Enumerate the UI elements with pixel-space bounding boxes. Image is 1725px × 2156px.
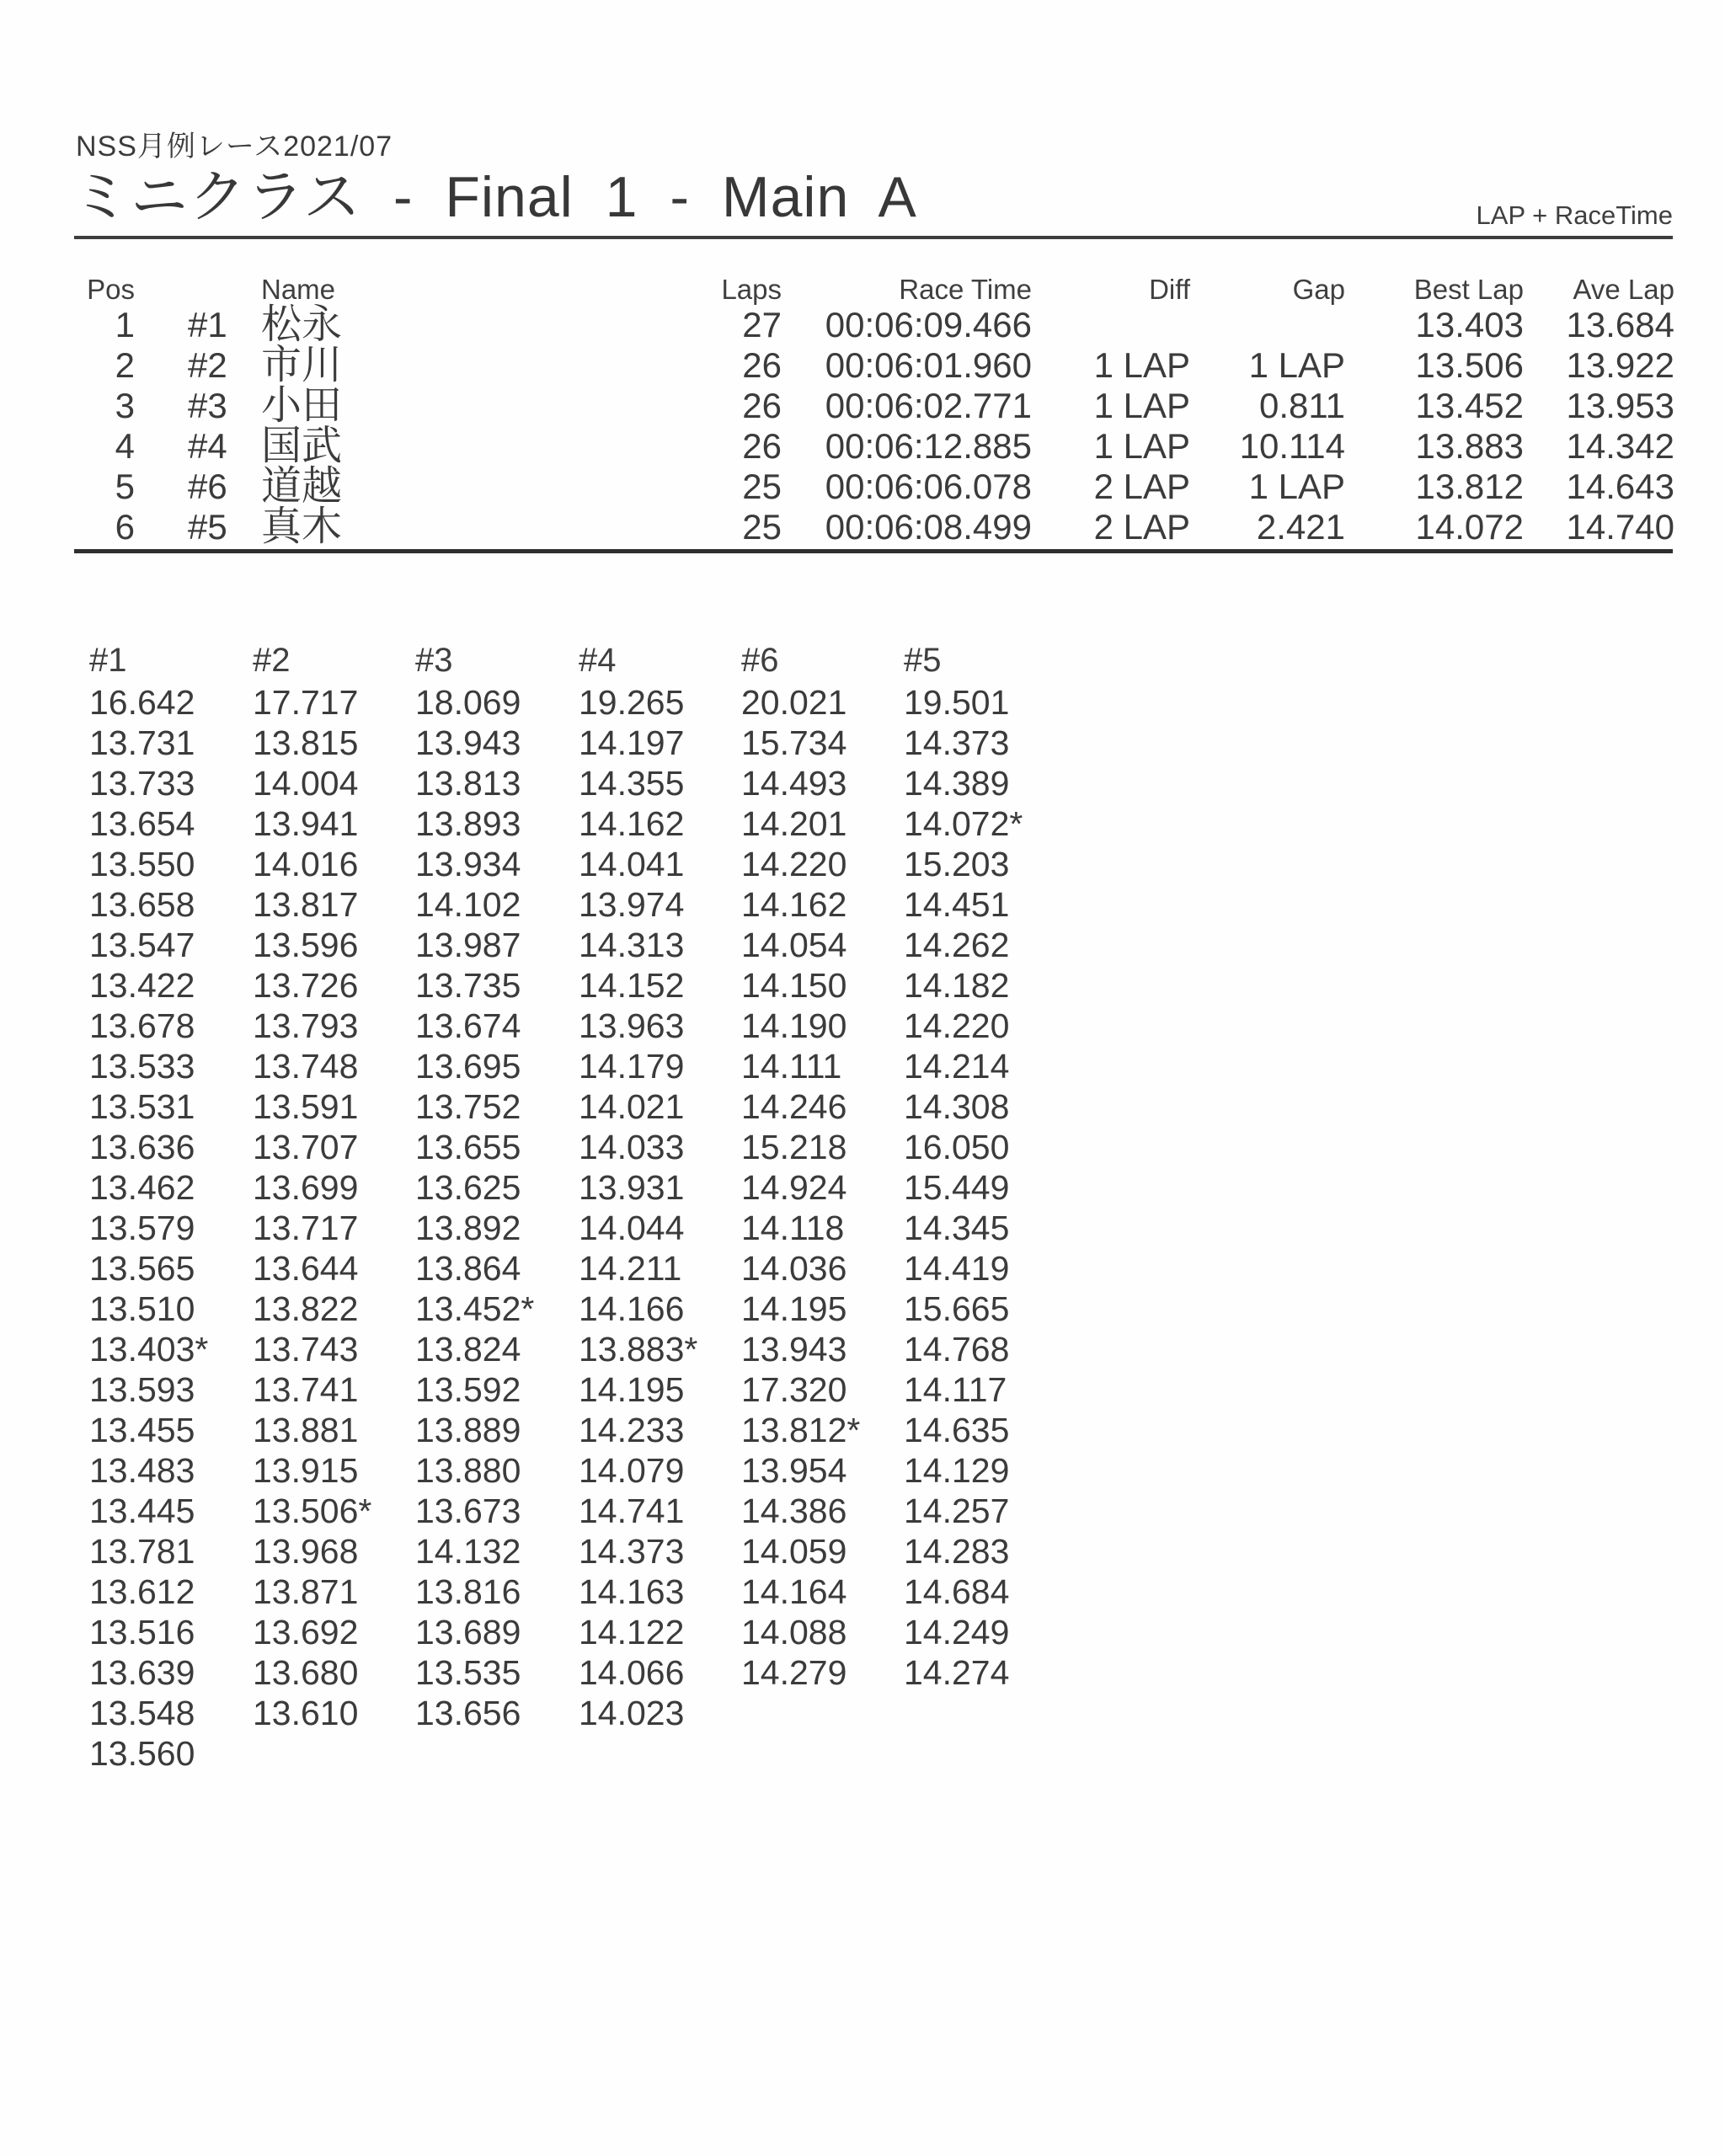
lap-time-cell: 16.050 [904,1128,1010,1166]
lap-column [904,638,1072,1693]
lap-time-cell: 13.462 [89,1168,195,1207]
race-time-cell: 00:06:02.771 [825,386,1032,425]
lap-time-cell: 13.892 [415,1209,521,1247]
lap-column-header: #6 [741,642,779,679]
ave-lap-cell: 14.643 [1566,467,1674,506]
lap-time-cell: 14.033 [579,1128,685,1166]
lap-time-cell: 14.389 [904,764,1010,803]
lap-time-cell: 13.639 [89,1653,195,1692]
lap-time-cell: 13.733 [89,764,195,803]
ave-lap-cell: 13.953 [1566,386,1674,425]
best-lap-cell: 14.072 [1415,507,1524,547]
lap-time-cell: 13.610 [253,1694,359,1732]
laps-cell: 25 [742,507,782,547]
lap-time-cell: 14.684 [904,1572,1010,1611]
table-row [0,345,1725,386]
event-subtitle: NSS月例レース2021/07 [76,131,393,163]
best-lap-cell: 13.883 [1415,426,1524,466]
lap-time-cell: 14.197 [579,723,685,762]
lap-time-cell: 13.550 [89,845,195,883]
lap-time-cell: 14.102 [415,885,521,924]
lap-time-cell: 13.943 [415,723,521,762]
lap-time-cell: 13.455 [89,1411,195,1449]
col-header-diff: Diff [1149,274,1190,305]
lap-time-cell: 13.531 [89,1087,195,1126]
lap-time-cell: 14.021 [579,1087,685,1126]
lap-column [89,638,258,1774]
car-number-cell: #6 [188,467,227,506]
lap-time-cell: 14.451 [904,885,1010,924]
lap-time-cell: 13.506* [253,1492,372,1530]
col-header-race-time: Race Time [899,274,1032,305]
lap-time-cell: 13.535 [415,1653,521,1692]
best-lap-cell: 13.812 [1415,467,1524,506]
table-row [0,302,1725,347]
lap-time-cell: 13.987 [415,926,521,964]
lap-time-cell: 15.665 [904,1289,1010,1328]
lap-time-cell: 14.214 [904,1047,1010,1086]
lap-time-cell: 14.111 [741,1047,842,1086]
lap-time-cell: 14.041 [579,845,685,883]
lap-time-cell: 14.150 [741,966,847,1005]
lap-time-cell: 13.793 [253,1006,359,1045]
ave-lap-cell: 13.684 [1566,305,1674,344]
lap-time-cell: 14.166 [579,1289,685,1328]
lap-time-cell: 13.548 [89,1694,195,1732]
lap-time-cell: 20.021 [741,683,847,722]
race-time-cell: 00:06:08.499 [825,507,1032,547]
lap-time-cell: 19.265 [579,683,685,722]
lap-time-cell: 14.036 [741,1249,847,1288]
lap-time-cell: 18.069 [415,683,521,722]
lap-time-cell: 14.924 [741,1168,847,1207]
lap-time-cell: 13.889 [415,1411,521,1449]
lap-time-cell: 13.883* [579,1330,698,1369]
lap-cells [741,682,910,1693]
lap-cells [415,682,584,1733]
position-cell: 3 [115,386,135,425]
lap-time-cell: 14.345 [904,1209,1010,1247]
col-header-laps: Laps [721,274,782,305]
position-cell: 6 [115,507,135,547]
lap-time-cell: 13.547 [89,926,195,964]
car-number-cell: #3 [188,386,227,425]
lap-time-cell: 14.190 [741,1006,847,1045]
driver-name-cell: 小田 [261,383,343,428]
lap-time-cell: 13.678 [89,1006,195,1045]
lap-time-cell: 13.674 [415,1006,521,1045]
gap-cell: 1 LAP [1248,345,1345,385]
lap-time-cell: 14.257 [904,1492,1010,1530]
lap-time-cell: 13.893 [415,804,521,843]
table-row [0,383,1725,428]
lap-time-cell: 13.941 [253,804,359,843]
lap-time-cell: 14.768 [904,1330,1010,1369]
lap-time-cell: 13.813 [415,764,521,803]
results-rows [0,302,1725,549]
driver-name-cell: 市川 [261,343,343,387]
col-header-gap: Gap [1292,274,1345,305]
lap-time-cell: 13.934 [415,845,521,883]
lap-time-cell: 14.635 [904,1411,1010,1449]
lap-time-cell: 14.373 [904,723,1010,762]
diff-cell: 2 LAP [1093,507,1190,547]
lap-time-cell: 13.871 [253,1572,359,1611]
lap-time-cell: 13.656 [415,1694,521,1732]
laps-cell: 25 [742,467,782,506]
lap-time-cell: 14.162 [579,804,685,843]
lap-time-cell: 13.743 [253,1330,359,1369]
lap-time-cell: 14.233 [579,1411,685,1449]
best-lap-cell: 13.452 [1415,386,1524,425]
lap-time-cell: 13.689 [415,1613,521,1652]
results-divider [74,549,1673,553]
lap-time-cell: 14.004 [253,764,359,803]
table-row [0,426,1725,467]
lap-time-cell: 16.642 [89,683,195,722]
lap-time-cell: 14.373 [579,1532,685,1571]
lap-time-cell: 13.968 [253,1532,359,1571]
lap-time-cell: 15.203 [904,845,1010,883]
lap-time-cell: 13.510 [89,1289,195,1328]
lap-time-cell: 14.044 [579,1209,685,1247]
gap-cell: 2.421 [1256,507,1345,547]
lap-time-cell: 14.122 [579,1613,685,1652]
lap-column-header: #1 [89,642,127,679]
car-number-cell: #1 [188,305,227,344]
diff-cell: 1 LAP [1093,426,1190,466]
lap-time-cell: 14.164 [741,1572,847,1611]
col-header-pos: Pos [87,274,135,305]
lap-time-cell: 14.179 [579,1047,685,1086]
lap-time-cell: 14.274 [904,1653,1010,1692]
lap-time-cell: 13.680 [253,1653,359,1692]
lap-time-cell: 17.717 [253,683,359,722]
lap-time-cell: 13.781 [89,1532,195,1571]
lap-time-cell: 14.072* [904,804,1023,843]
ave-lap-cell: 14.740 [1566,507,1674,547]
col-header-best-lap: Best Lap [1413,274,1524,305]
lap-time-cell: 13.812* [741,1411,861,1449]
race-time-cell: 00:06:06.078 [825,467,1032,506]
lap-time-cell: 14.283 [904,1532,1010,1571]
lap-time-cell: 13.726 [253,966,359,1005]
lap-time-cell: 13.748 [253,1047,359,1086]
lap-time-cell: 14.279 [741,1653,847,1692]
lap-times-grid [0,638,1725,1817]
laps-cell: 26 [742,426,782,466]
laps-cell: 27 [742,305,782,344]
lap-time-cell: 14.054 [741,926,847,964]
lap-time-cell: 13.824 [415,1330,521,1369]
lap-time-cell: 13.822 [253,1289,359,1328]
lap-time-cell: 13.707 [253,1128,359,1166]
lap-column [415,638,584,1733]
car-number-cell: #5 [188,507,227,547]
lap-time-cell: 13.593 [89,1370,195,1409]
title-divider [74,236,1673,239]
lap-time-cell: 14.308 [904,1087,1010,1126]
lap-time-cell: 13.612 [89,1572,195,1611]
laps-cell: 26 [742,386,782,425]
lap-time-cell: 13.403* [89,1330,209,1369]
lap-time-cell: 14.493 [741,764,847,803]
lap-time-cell: 15.218 [741,1128,847,1166]
lap-time-cell: 13.735 [415,966,521,1005]
lap-cells [904,682,1072,1693]
lap-time-cell: 14.246 [741,1087,847,1126]
position-cell: 2 [115,345,135,385]
lap-time-cell: 13.579 [89,1209,195,1247]
lap-time-cell: 13.741 [253,1370,359,1409]
lap-time-cell: 13.881 [253,1411,359,1449]
lap-time-cell: 14.195 [741,1289,847,1328]
ave-lap-cell: 14.342 [1566,426,1674,466]
lap-time-cell: 13.596 [253,926,359,964]
table-row [0,464,1725,509]
timing-mode-label: LAP + RaceTime [1476,200,1673,230]
lap-time-cell: 13.533 [89,1047,195,1086]
lap-time-cell: 13.963 [579,1006,685,1045]
lap-column-header: #5 [904,642,942,679]
car-number-cell: #4 [188,426,227,466]
lap-time-cell: 14.741 [579,1492,685,1530]
lap-time-cell: 17.320 [741,1370,847,1409]
ave-lap-cell: 13.922 [1566,345,1674,385]
lap-time-cell: 13.422 [89,966,195,1005]
col-header-name: Name [261,274,336,305]
lap-column-header: #2 [253,642,291,679]
gap-cell: 10.114 [1239,426,1345,466]
lap-time-cell: 14.220 [904,1006,1010,1045]
lap-time-cell: 13.483 [89,1451,195,1490]
lap-column [741,638,910,1693]
lap-time-cell: 14.182 [904,966,1010,1005]
lap-time-cell: 13.699 [253,1168,359,1207]
lap-time-cell: 13.915 [253,1451,359,1490]
lap-cells [579,682,747,1733]
lap-cells [253,682,421,1733]
lap-time-cell: 13.731 [89,723,195,762]
lap-time-cell: 13.658 [89,885,195,924]
lap-time-cell: 13.673 [415,1492,521,1530]
lap-time-cell: 13.717 [253,1209,359,1247]
diff-cell: 1 LAP [1093,345,1190,385]
lap-time-cell: 13.591 [253,1087,359,1126]
lap-time-cell: 14.129 [904,1451,1010,1490]
lap-time-cell: 13.816 [415,1572,521,1611]
lap-time-cell: 13.654 [89,804,195,843]
lap-time-cell: 13.692 [253,1613,359,1652]
best-lap-cell: 13.403 [1415,305,1524,344]
lap-time-cell: 14.211 [579,1249,682,1288]
position-cell: 5 [115,467,135,506]
diff-cell: 1 LAP [1093,386,1190,425]
laps-cell: 26 [742,345,782,385]
lap-time-cell: 14.117 [904,1370,1007,1409]
lap-time-cell: 13.636 [89,1128,195,1166]
lap-time-cell: 14.262 [904,926,1010,964]
driver-name-cell: 国武 [261,424,343,468]
lap-time-cell: 13.516 [89,1613,195,1652]
lap-time-cell: 13.817 [253,885,359,924]
lap-time-cell: 13.445 [89,1492,195,1530]
driver-name-cell: 松永 [261,302,343,347]
gap-cell: 0.811 [1259,386,1345,425]
lap-time-cell: 14.016 [253,845,359,883]
lap-time-cell: 13.625 [415,1168,521,1207]
lap-column [253,638,421,1733]
lap-time-cell: 14.152 [579,966,685,1005]
page-title: ミニクラス - Final 1 - Main A [72,165,917,229]
lap-time-cell: 13.954 [741,1451,847,1490]
lap-time-cell: 14.201 [741,804,847,843]
driver-name-cell: 真木 [261,504,343,549]
lap-time-cell: 13.943 [741,1330,847,1369]
lap-time-cell: 13.644 [253,1249,359,1288]
lap-column-header: #3 [415,642,453,679]
lap-time-cell: 13.560 [89,1734,195,1773]
lap-time-cell: 14.220 [741,845,847,883]
lap-time-cell: 13.931 [579,1168,685,1207]
lap-cells [89,682,258,1774]
position-cell: 1 [115,305,135,344]
lap-time-cell: 19.501 [904,683,1010,722]
lap-time-cell: 13.864 [415,1249,521,1288]
lap-column-header: #4 [579,642,617,679]
diff-cell: 2 LAP [1093,467,1190,506]
lap-time-cell: 14.249 [904,1613,1010,1652]
lap-time-cell: 13.880 [415,1451,521,1490]
lap-time-cell: 14.419 [904,1249,1010,1288]
driver-name-cell: 道越 [261,464,343,509]
lap-time-cell: 13.695 [415,1047,521,1086]
lap-time-cell: 13.452* [415,1289,535,1328]
position-cell: 4 [115,426,135,466]
lap-time-cell: 13.565 [89,1249,195,1288]
results-header-row [0,271,1725,308]
best-lap-cell: 13.506 [1415,345,1524,385]
lap-time-cell: 14.066 [579,1653,685,1692]
lap-time-cell: 14.162 [741,885,847,924]
lap-time-cell: 13.592 [415,1370,521,1409]
lap-time-cell: 14.132 [415,1532,521,1571]
lap-time-cell: 15.449 [904,1168,1010,1207]
lap-time-cell: 14.023 [579,1694,685,1732]
race-time-cell: 00:06:12.885 [825,426,1032,466]
car-number-cell: #2 [188,345,227,385]
lap-time-cell: 15.734 [741,723,847,762]
lap-time-cell: 14.313 [579,926,685,964]
gap-cell: 1 LAP [1248,467,1345,506]
lap-time-cell: 14.386 [741,1492,847,1530]
race-time-cell: 00:06:01.960 [825,345,1032,385]
lap-time-cell: 14.355 [579,764,685,803]
lap-time-cell: 13.815 [253,723,359,762]
lap-time-cell: 14.079 [579,1451,685,1490]
table-row [0,504,1725,549]
lap-time-cell: 13.974 [579,885,685,924]
lap-time-cell: 13.655 [415,1128,521,1166]
lap-column [579,638,747,1733]
lap-time-cell: 14.088 [741,1613,847,1652]
race-time-cell: 00:06:09.466 [825,305,1032,344]
lap-time-cell: 14.195 [579,1370,685,1409]
lap-time-cell: 13.752 [415,1087,521,1126]
lap-time-cell: 14.163 [579,1572,685,1611]
lap-time-cell: 14.059 [741,1532,847,1571]
col-header-ave-lap: Ave Lap [1573,274,1674,305]
lap-time-cell: 14.118 [741,1209,845,1247]
